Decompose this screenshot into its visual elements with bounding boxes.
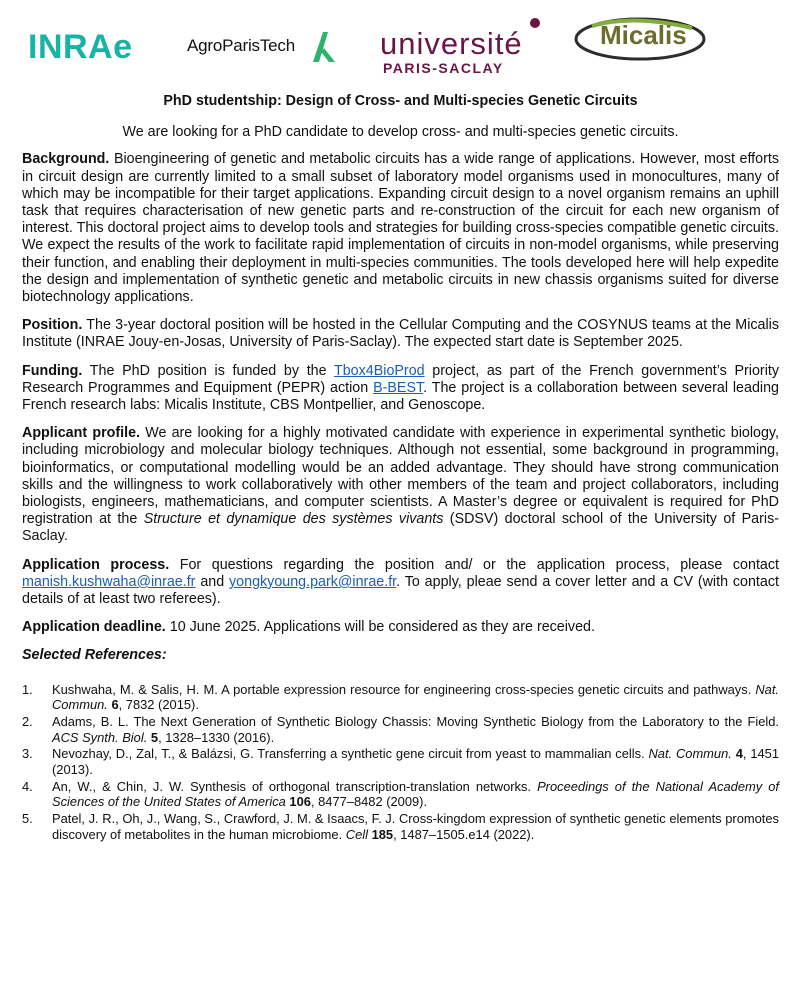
universite-dot-icon xyxy=(530,18,540,28)
reference-number: 1. xyxy=(22,681,33,697)
position-heading: Position. xyxy=(22,317,83,334)
agroparistech-mark-icon xyxy=(311,30,337,62)
reference-pages: , 1487–1505.e14 (2022). xyxy=(393,826,535,842)
reference-pages: , 1328–1330 (2016). xyxy=(158,729,275,745)
reference-text: An, W., & Chin, J. W. Synthesis of orthogonal transcription-translation networks. xyxy=(52,778,538,794)
reference-journal: ACS Synth. Biol. xyxy=(52,729,148,745)
reference-item xyxy=(22,811,779,842)
reference-text: Kushwaha, M. & Salis, H. M. A portable expression resource for engineering cross-species genetic circuits and pathways. xyxy=(52,681,756,697)
funding-text-3: . The project is a collaboration between several leading French research labs: Micalis Institute, CBS Montpellier, and Genoscope. xyxy=(22,379,779,414)
application-deadline-section xyxy=(22,619,779,636)
references-heading: Selected References: xyxy=(22,647,167,664)
reference-number: 2. xyxy=(22,714,33,730)
reference-item xyxy=(22,714,779,745)
job-posting xyxy=(22,93,779,844)
inrae-logo: INRAe xyxy=(28,28,133,66)
application-deadline-heading: Application deadline. xyxy=(22,619,166,636)
page-title: PhD studentship: Design of Cross- and Multi-species Genetic Circuits xyxy=(163,93,638,109)
applicant-profile-text-1: We are looking for a highly motivated candidate with experience in experimental synthetic biology, including microbiology and molecular biology techniques. Although not essential, some background in programming, bioinformatics, or computational modelling would be an added advantage. They should have strong communication skills and the willingness to work collaboratively with other members of the team and project collaborators, including biologists, engineers, mathematicians, and computer scientists. A Master’s degree or equivalent is required for PhD registration at the xyxy=(22,425,779,528)
reference-item xyxy=(22,746,779,777)
reference-journal: Cell xyxy=(345,826,368,842)
reference-item xyxy=(22,682,779,713)
applicant-profile-heading: Applicant profile. xyxy=(22,425,140,442)
reference-journal: Nat. Commun. xyxy=(648,746,732,762)
funding-section xyxy=(22,363,779,415)
email-link-manish[interactable]: manish.kushwaha@inrae.fr xyxy=(22,573,196,590)
b-best-link[interactable]: B-BEST xyxy=(373,379,424,396)
application-text-3: . To apply, pleae send a cover letter and a CV (with contact details of at least two referees). xyxy=(22,573,779,608)
background-heading: Background. xyxy=(22,151,110,168)
reference-text: Adams, B. L. The Next Generation of Synthetic Biology Chassis: Moving Synthetic Biology from the Laboratory to the Field. xyxy=(52,714,779,730)
reference-pages: , 8477–8482 (2009). xyxy=(310,794,428,810)
application-text-1: For questions regarding the position and/ or the application process, please contact xyxy=(169,556,779,573)
funding-heading: Funding. xyxy=(22,362,83,379)
background-section xyxy=(22,151,779,306)
reference-pages: , 7832 (2015). xyxy=(118,697,199,713)
doctoral-school-name: Structure et dynamique des systèmes vivants xyxy=(143,511,444,528)
logo-bar xyxy=(0,0,801,90)
micalis-logo: Micalis xyxy=(600,20,687,50)
reference-pages: , 1451 (2013). xyxy=(52,746,779,777)
reference-journal: Proceedings of the National Academy of Sciences of the United States of America xyxy=(52,778,779,810)
intro-line: We are looking for a PhD candidate to develop cross- and multi-species genetic circuits. xyxy=(122,124,679,141)
position-section xyxy=(22,317,779,351)
reference-number: 3. xyxy=(22,746,33,762)
reference-volume: 106 xyxy=(289,794,311,810)
funding-text-2: project, as part of the French government’s Priority Research Programmes and Equipment (PEPR) action xyxy=(22,362,779,396)
position-text: The 3-year doctoral position will be hosted in the Cellular Computing and the COSYNUS teams at the Micalis Institute (INRAE Jouy-en-Josas, University of Paris-Saclay). The expected start date is September 2025. xyxy=(22,317,779,351)
reference-volume: 4 xyxy=(735,746,743,762)
reference-list xyxy=(22,682,779,843)
reference-text: Patel, J. R., Oh, J., Wang, S., Crawford, J. M. & Isaacs, F. J. Cross-kingdom expression of synthetic genetic elements promotes discovery of metabolites in the human microbiome. xyxy=(52,811,779,842)
email-link-yongkyoung[interactable]: yongkyoung.park@inrae.fr xyxy=(229,573,397,590)
reference-item xyxy=(22,779,779,810)
reference-volume: 5 xyxy=(150,729,159,745)
funding-text-1: The PhD position is funded by the xyxy=(82,362,334,379)
reference-volume: 6 xyxy=(111,697,119,713)
application-process-section xyxy=(22,557,779,609)
tbox4bioprod-link[interactable]: Tbox4BioProd xyxy=(334,362,425,379)
agroparistech-logo: AgroParisTech xyxy=(187,36,295,55)
application-process-heading: Application process. xyxy=(22,556,170,573)
applicant-profile-section xyxy=(22,425,779,545)
reference-journal: Nat. Commun. xyxy=(52,681,779,713)
reference-number: 5. xyxy=(22,811,33,827)
applicant-profile-text-2: (SDSV) doctoral school of the University of Paris-Saclay. xyxy=(22,511,779,545)
reference-volume: 185 xyxy=(371,826,394,842)
application-text-2: and xyxy=(195,573,230,590)
application-deadline-text: 10 June 2025. Applications will be considered as they are received. xyxy=(165,619,595,636)
background-text: Bioengineering of genetic and metabolic circuits has a wide range of applications. However, most efforts in circuit design are currently limited to a small subset of laboratory model organisms used in monocultures, many of which may be incompatible for their target applications. Expanding circuit design to a novel organism remains an uphill task that requires characterisation of new genetic parts and re-construction of the circuit for each new organism of interest. This doctoral project aims to develop tools and strategies for building cross-species compatible genetic circuits. We expect the results of the work to facilitate rapid implementation of circuits in non-model organisms, while preserving their function, and enabling their deployment in multi-species communities. The tools developed here will help expedite the design and implementation of synthetic genetic and metabolic circuits in new chassis organisms suited for diverse biotechnology applications. xyxy=(22,151,779,306)
universite-logo: université xyxy=(380,26,523,61)
paris-saclay-wordmark: PARIS-SACLAY xyxy=(383,60,504,76)
reference-number: 4. xyxy=(22,778,33,794)
reference-text: Nevozhay, D., Zal, T., & Balázsi, G. Transferring a synthetic gene circuit from yeast to mammalian cells. xyxy=(52,746,649,762)
